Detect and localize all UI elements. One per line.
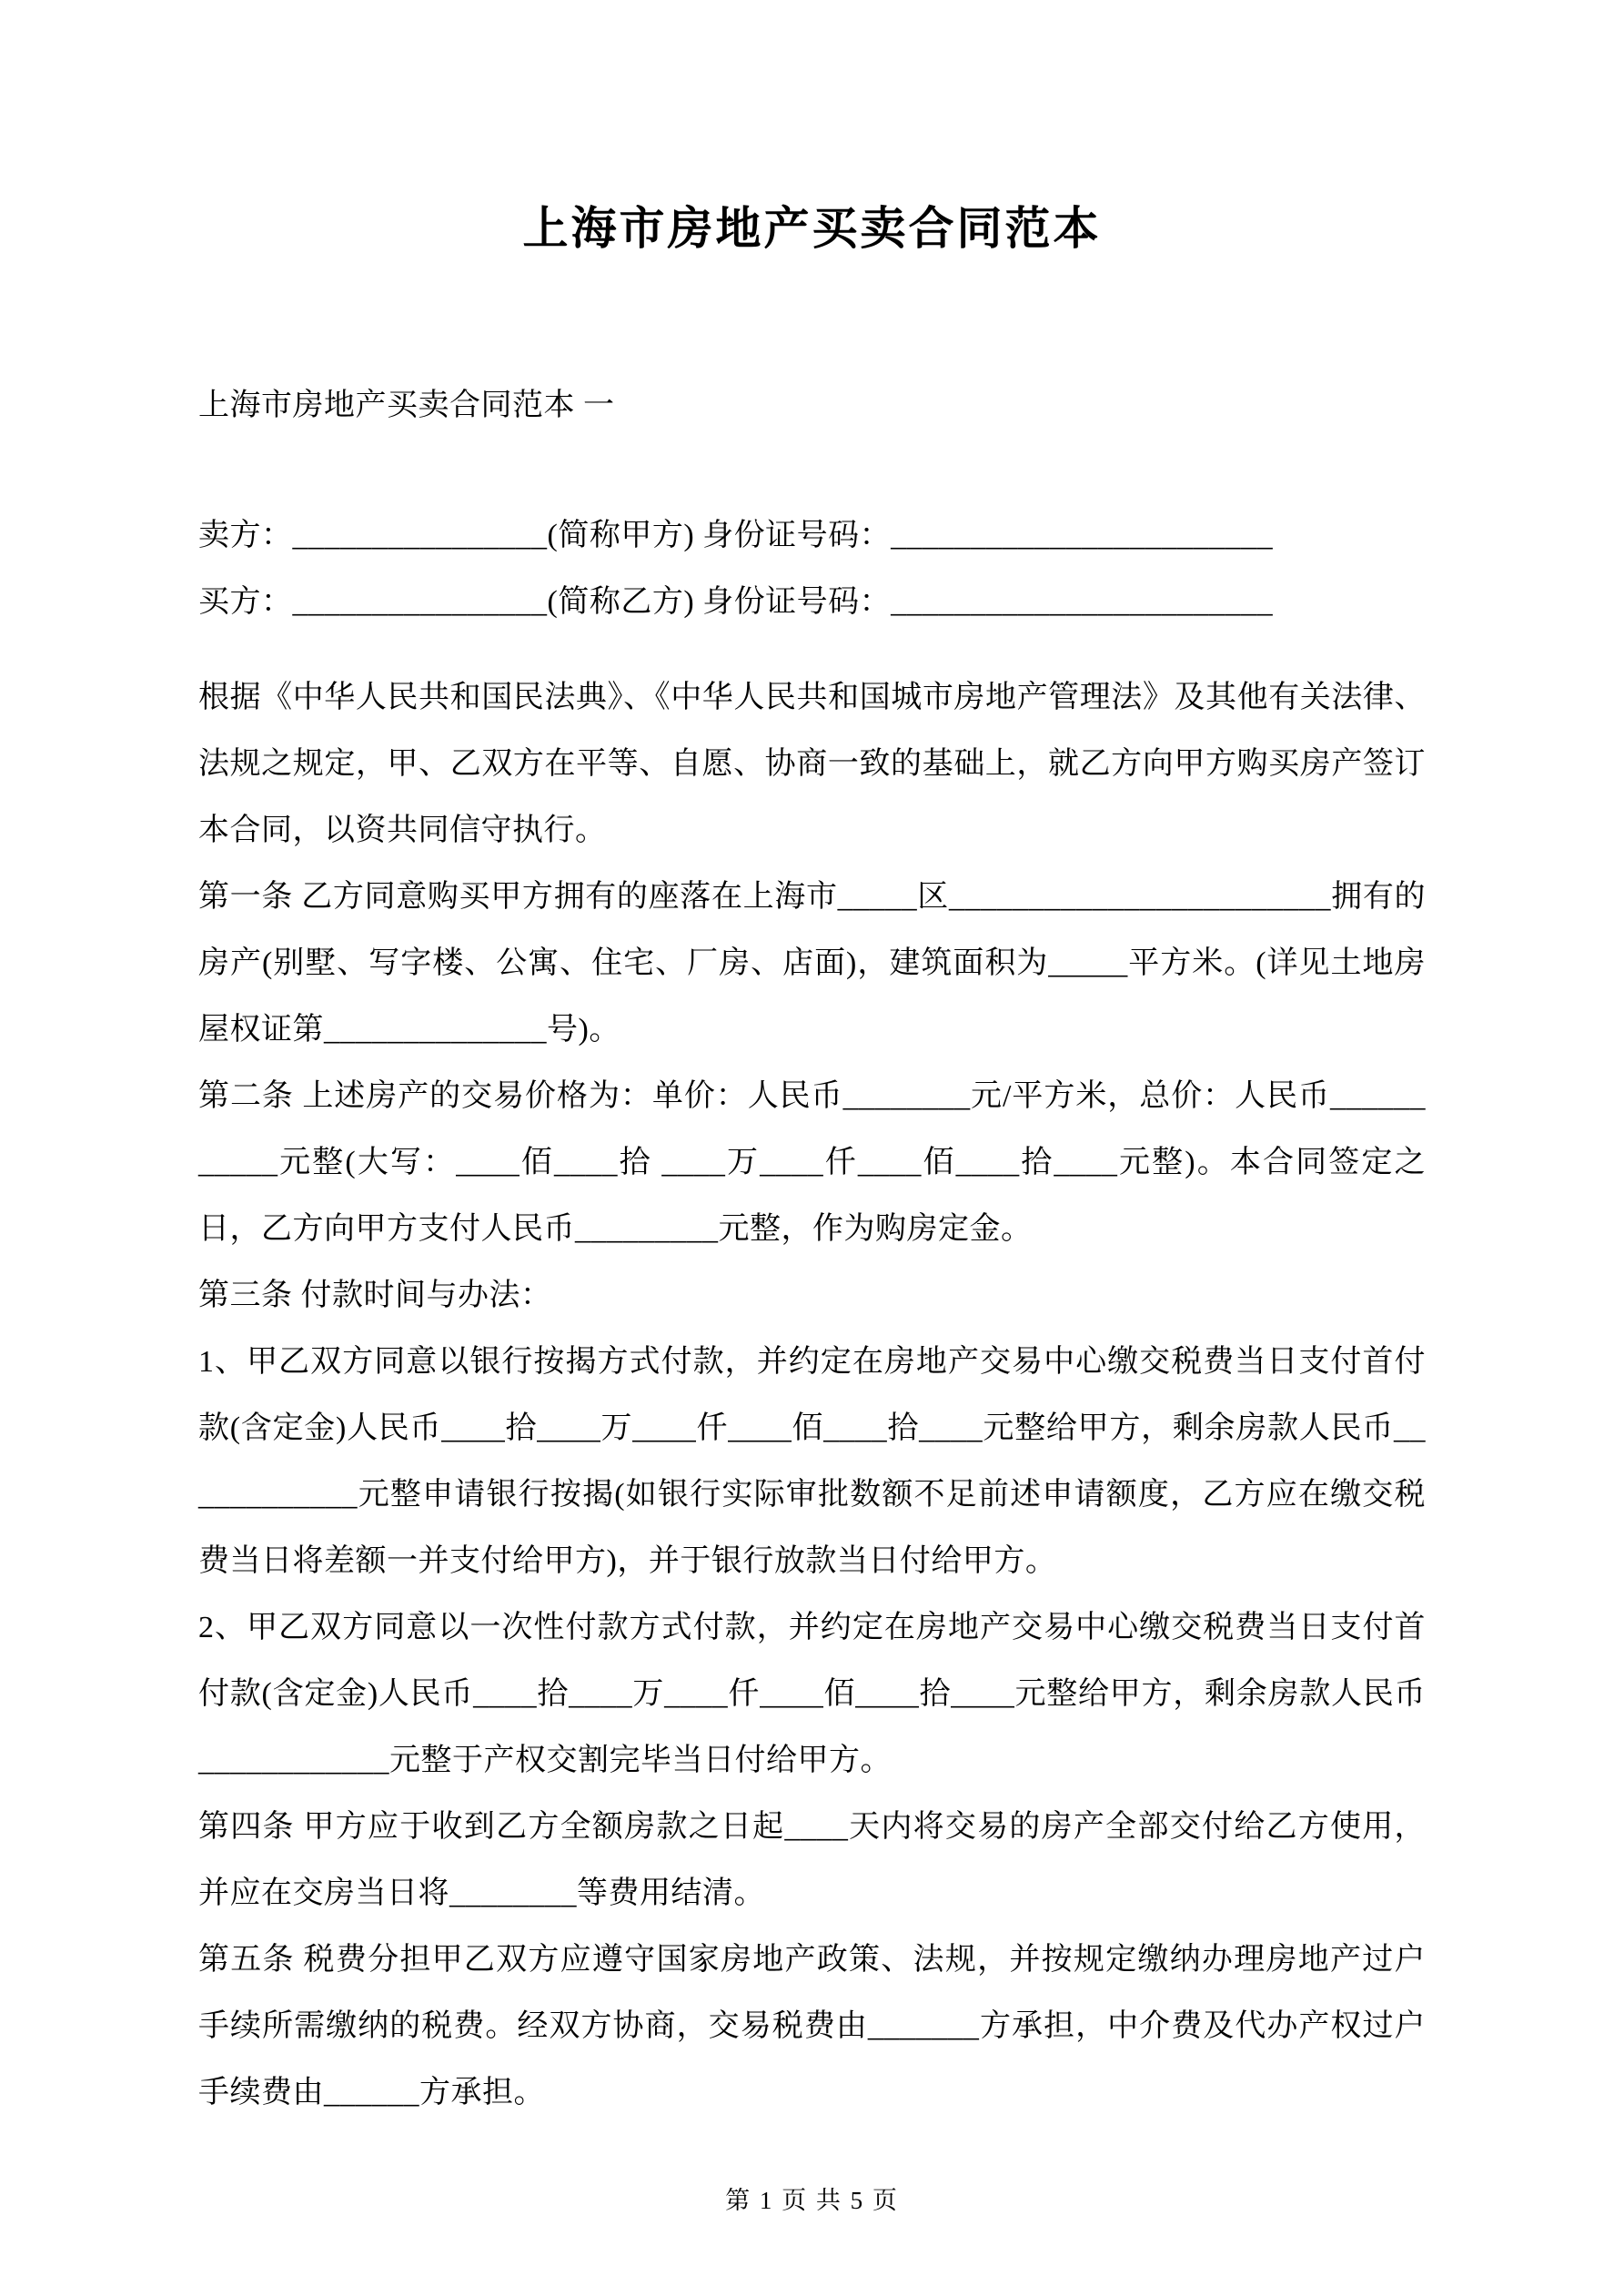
clause-3-heading: 第三条 付款时间与办法： [198,1279,552,1312]
buyer-line: 买方：________________(简称乙方) 身份证号码：________________________ [198,585,1274,619]
seller-line: 卖方：________________(简称甲方) 身份证号码：________________________ [198,519,1274,552]
page-footer [0,2180,1624,2216]
document-title: 上海市房地产买卖合同范本 [522,203,1102,254]
clause-3-item-1: 1、甲乙双方同意以银行按揭方式付款，并约定在房地产交易中心缴交税费当日支付首付款(含定金)人民币____拾____万____仟____佰____拾____元整给甲方，剩余房款人民币____________元整申请银行按揭(如银行实际审批数额不足前述申请额度，乙方应在缴交税费当日将差额一并支付给甲方)，并于银行放款当日付给甲方。 [198,1345,1426,1578]
clause-5: 第五条 税费分担甲乙双方应遵守国家房地产政策、法规，并按规定缴纳办理房地产过户手续所需缴纳的税费。经双方协商，交易税费由_______方承担，中介费及代办产权过户手续费由______方承担。 [198,1943,1426,2109]
document-subtitle: 上海市房地产买卖合同范本 一 [198,389,615,422]
clause-1: 第一条 乙方同意购买甲方拥有的座落在上海市_____区________________________拥有的房产(别墅、写字楼、公寓、住宅、厂房、店面)，建筑面积为_____平方米。(详见土地房屋权证第______________号)。 [198,880,1426,1047]
clause-4: 第四条 甲方应于收到乙方全额房款之日起____天内将交易的房产全部交付给乙方使用，并应在交房当日将________等费用结清。 [198,1810,1426,1910]
preamble-paragraph: 根据《中华人民共和国民法典》、《中华人民共和国城市房地产管理法》及其他有关法律、法规之规定，甲、乙双方在平等、自愿、协商一致的基础上，就乙方向甲方购买房产签订本合同，以资共同信守执行。 [198,681,1426,847]
page-number: 第 1 页 共 5 页 [725,2187,899,2214]
clause-2: 第二条 上述房产的交易价格为：单价：人民币________元/平方米，总价：人民币___________元整(大写：____佰____拾 ____万____仟____佰____拾____元整)。本合同签定之日，乙方向甲方支付人民币_________元整，作为购房定金。 [198,1079,1426,1246]
clause-3-item-2: 2、甲乙双方同意以一次性付款方式付款，并约定在房地产交易中心缴交税费当日支付首付款(含定金)人民币____拾____万____仟____佰____拾____元整给甲方，剩余房款人民币____________元整于产权交割完毕当日付给甲方。 [198,1611,1426,1777]
